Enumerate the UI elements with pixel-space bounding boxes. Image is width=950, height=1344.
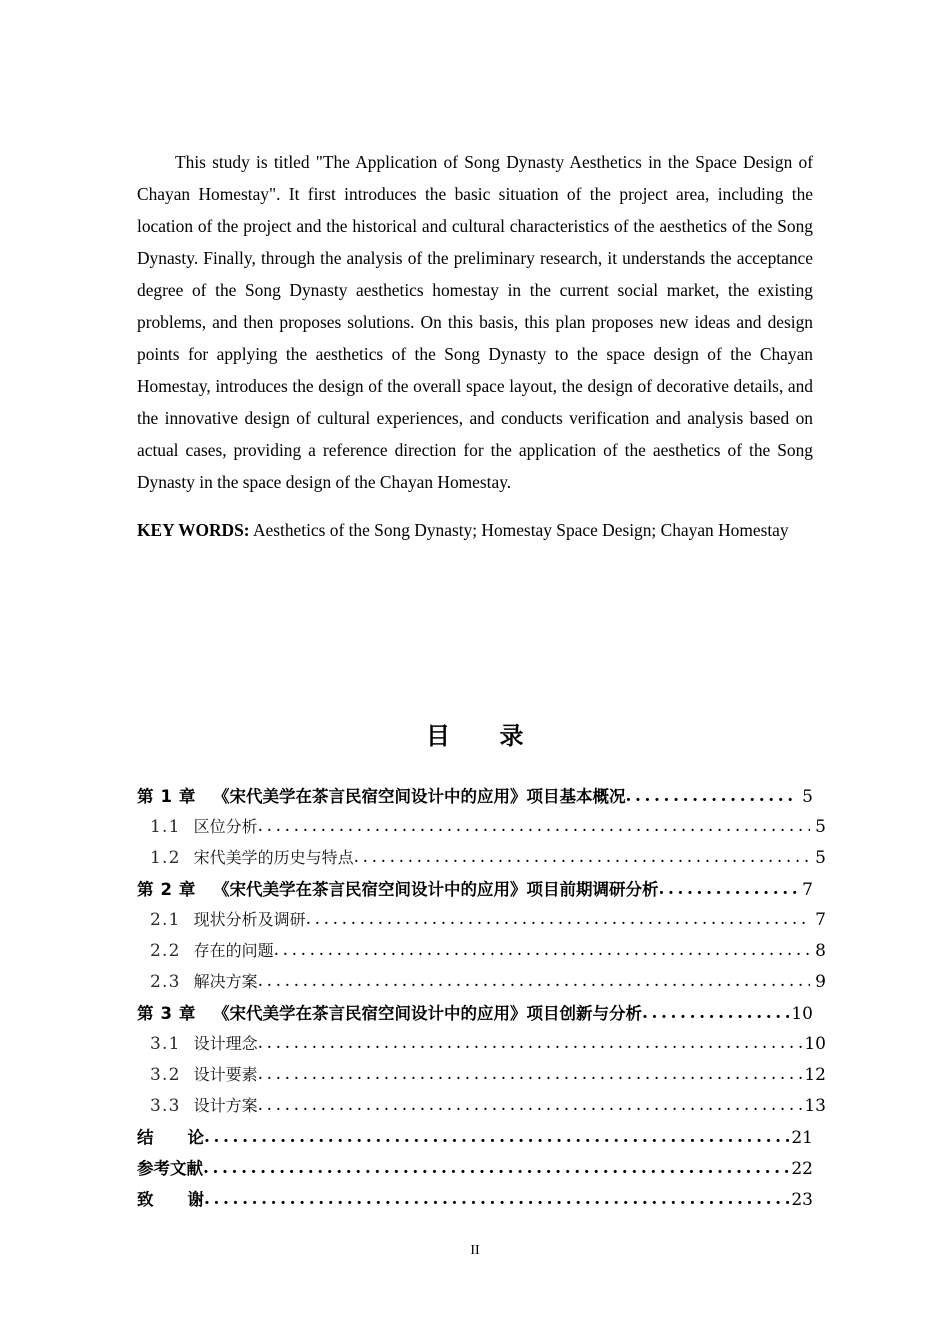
toc-title: 目 录 [426,722,524,750]
dot-leader [204,1127,789,1147]
toc-entry-page: 10 [804,1034,826,1054]
toc-entry-number: 第 1 章 [137,787,196,806]
toc-entry-number: 2.2 [150,941,181,961]
toc-entry-number: 3.3 [150,1096,181,1116]
dot-leader [642,1003,789,1023]
toc-backmatter-entry[interactable] [137,1124,813,1155]
toc-entry-page: 21 [791,1128,813,1148]
toc-entry-title: 区位分析 [193,817,258,836]
dot-leader [258,971,810,991]
toc-entry-title: 《宋代美学在茶言民宿空间设计中的应用》项目基本概况 [212,787,626,806]
toc-entry-title: 存在的问题 [193,941,274,960]
toc-entry-page: 23 [791,1190,813,1210]
dot-leader [258,816,810,836]
dot-leader [258,1095,803,1115]
toc-entry-number: 2.1 [150,910,181,930]
toc-entry-number: 第 2 章 [137,880,196,899]
toc-entry-page: 13 [804,1096,826,1116]
toc-entry-title: 《宋代美学在茶言民宿空间设计中的应用》项目前期调研分析 [212,880,659,899]
toc-entry-number: 2.3 [150,972,181,992]
toc-section-entry[interactable] [137,1031,826,1062]
page-number-footer: II [470,1243,480,1258]
dot-leader [204,1189,789,1209]
toc-entry-number: 1.1 [150,817,181,837]
toc-entry-title: 《宋代美学在茶言民宿空间设计中的应用》项目创新与分析 [212,1004,642,1023]
dot-leader [354,847,810,867]
toc-chapter-entry[interactable] [137,1000,813,1031]
toc-entry-title: 宋代美学的历史与特点 [193,848,354,867]
toc-backmatter-entry[interactable] [137,1155,813,1186]
toc-entry-title: 致 谢 [137,1190,204,1209]
dot-leader [203,1158,789,1178]
toc-entry-title: 解决方案 [193,972,258,991]
toc-entry-page: 22 [791,1159,813,1179]
toc-entry-page: 8 [815,941,826,961]
toc-entry-number: 3.2 [150,1065,181,1085]
toc-entry-page: 5 [815,848,826,868]
toc-entry-title: 结 论 [137,1128,204,1147]
toc-entry-number: 第 3 章 [137,1004,196,1023]
keywords-label: KEY WORDS: [137,520,250,540]
toc-entry-page: 9 [815,972,826,992]
toc-entry-number: 1.2 [150,848,181,868]
toc-list [137,783,826,1217]
toc-section-entry[interactable] [137,814,826,845]
toc-entry-title: 设计方案 [193,1096,258,1115]
toc-entry-page: 5 [802,787,813,807]
dot-leader [274,940,810,960]
toc-entry-page: 7 [802,880,813,900]
dot-leader [658,879,797,899]
toc-chapter-entry[interactable] [137,783,813,814]
dot-leader [625,786,797,806]
abstract-body-paragraph: This study is titled "The Application of Song Dynasty Aesthetics in the Space Design of Chayan Homestay". It first introduces the basic situation of the project area, including the location of the project and the historical and cultural characteristics of the aesthetics of the Song Dynasty. Finally, through the analysis of the preliminary research, it understands the acceptance degree of the Song Dynasty aesthetics homestay in the current social market, the existing problems, and then proposes solutions. On this basis, this plan proposes new ideas and design points for applying the aesthetics of the Song Dynasty to the space design of the Chayan Homestay, introduces the design of the overall space layout, the design of decorative details, and the innovative design of cultural experiences, and conducts verification and analysis based on actual cases, providing a reference direction for the application of the aesthetics of the Song Dynasty in the space design of the Chayan Homestay. [137,152,813,492]
toc-entry-page: 7 [815,910,826,930]
toc-entry-title: 设计要素 [193,1065,258,1084]
toc-entry-page: 12 [804,1065,826,1085]
dot-leader [258,1064,803,1084]
toc-entry-title: 现状分析及调研 [193,910,306,929]
keywords-paragraph [137,498,813,546]
toc-section-entry[interactable] [137,845,826,876]
abstract-section [137,146,813,546]
toc-section-entry[interactable] [137,1062,826,1093]
toc-backmatter-entry[interactable] [137,1186,813,1217]
toc-section-entry[interactable] [137,938,826,969]
dot-leader [258,1033,803,1053]
toc-entry-page: 5 [815,817,826,837]
keywords-value: Aesthetics of the Song Dynasty; Homestay Space Design; Chayan Homestay [249,520,789,540]
toc-entry-title: 参考文献 [137,1159,203,1178]
toc-entry-page: 10 [791,1004,813,1024]
toc-section-entry[interactable] [137,969,826,1000]
toc-section-entry[interactable] [137,907,826,938]
toc-section-entry[interactable] [137,1093,826,1124]
dot-leader [306,909,810,929]
toc-chapter-entry[interactable] [137,876,813,907]
toc-entry-title: 设计理念 [193,1034,258,1053]
toc-entry-number: 3.1 [150,1034,181,1054]
